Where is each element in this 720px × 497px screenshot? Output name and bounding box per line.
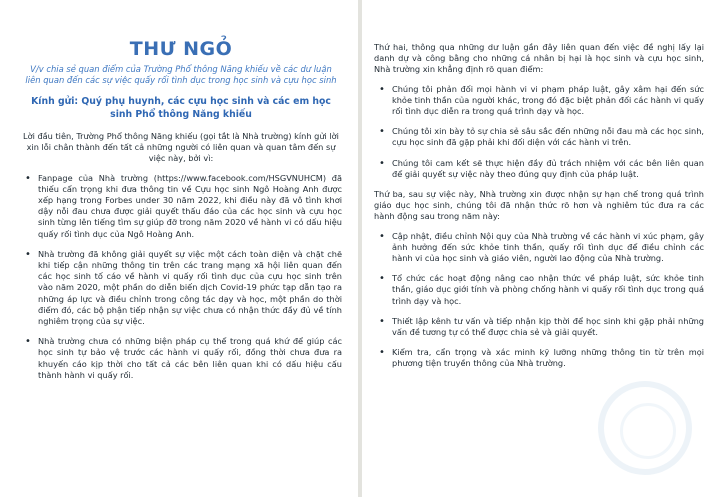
right-bullet-list-1 (374, 84, 704, 180)
list-item: • Chúng tôi cam kết sẽ thực hiện đầy đủ trách nhiệm với các bên liên quan để giải quyết sự việc này theo đúng quy định của pháp luật. (374, 158, 704, 180)
list-item: • Nhà trường chưa có những biện pháp cụ thể trong quá khứ để giúp các học sinh tự bảo vệ trước các hành vi quấy rối, đồng thời chưa đưa ra khuyến cáo kịp thời cho tất cả các bên liên quan khi có dấu hiệu cấu thành hành vi quấy rối. (20, 336, 342, 381)
list-item: • Kiểm tra, cẩn trọng và xác minh kỹ lưỡng những thông tin từ trên mọi phương tiện truyền thông của Nhà trường. (374, 347, 704, 369)
right-middle-paragraph: Thứ ba, sau sự việc này, Nhà trường xin được nhận sự hạn chế trong quá trình giáo dục học sinh, chúng tôi đã nhận thức rõ hơn và nghiêm túc đưa ra các hành động sau trong năm này: (374, 189, 704, 222)
intro-paragraph: Lời đầu tiên, Trường Phổ thông Năng khiếu (gọi tắt là Nhà trường) kính gửi lời xin lỗi chân thành đến tất cả những người có liên quan và quan tâm đến sự việc này, bởi vì: (23, 131, 339, 164)
list-item: • Chúng tôi phản đối mọi hành vi vi phạm pháp luật, gây xâm hại đến sức khỏe tinh thần của người khác, trong đó đặc biệt phản đối các hành vi quấy rối tình dục diễn ra trong quá trình dạy và học. (374, 84, 704, 118)
right-intro-paragraph: Thứ hai, thông qua những dư luận gần đây liên quan đến việc đề nghị lấy lại danh dự và công bằng cho những cá nhân bị hại là học sinh và cựu học sinh, Nhà trường xin khẳng định rõ quan điểm: (374, 42, 704, 75)
letter-title: THƯ NGỎ (129, 38, 233, 60)
list-item: • Tổ chức các hoạt động nâng cao nhận thức về pháp luật, sức khỏe tinh thần, giáo dục giới tính và phòng chống hành vi quấy rối tình dục trong quá trình dạy và học. (374, 273, 704, 307)
list-item: • Fanpage của Nhà trường (https://www.facebook.com/HSGVNUHCM) đã thiếu cẩn trọng khi đưa thông tin về Cựu học sinh Ngô Hoàng Anh được xếp hạng trong Forbes under 30 năm 2022, khi điều này đã vô tình khơi dậy nỗi đau chưa được giải quyết thấu đáo của các học sinh và cựu học sinh từng lên tiếng tìm sự giúp đỡ trong năm 2020 về hành vi có dấu hiệu quấy rối tình dục của Ngô Hoàng Anh. (20, 173, 342, 240)
right-bullet-list-2 (374, 231, 704, 370)
list-item: • Thiết lập kênh tư vấn và tiếp nhận kịp thời để học sinh khi gặp phải những vấn đề tương tự có thể được chia sẻ và giải quyết. (374, 316, 704, 338)
list-item: • Chúng tôi xin bày tỏ sự chia sẻ sâu sắc đến những nỗi đau mà các học sinh, cựu học sinh đã gặp phải khi đối diện với các hành vi trên. (374, 126, 704, 148)
school-seal-watermark-inner (620, 403, 676, 459)
salutation: Kính gửi: Quý phụ huynh, các cựu học sinh và các em học sinh Phổ thông Năng khiếu (31, 96, 331, 120)
left-column (0, 0, 358, 497)
right-column (362, 0, 720, 497)
left-bullet-list (20, 173, 342, 381)
letter-subtitle: V/v chia sẻ quan điểm của Trường Phổ thông Năng khiếu về các dư luận liên quan đến các sự việc quấy rối tình dục trong học sinh và cựu học sinh (25, 64, 337, 85)
list-item: • Nhà trường đã không giải quyết sự việc một cách toàn diện và chặt chẽ khi tiếp cận những thông tin trên các trang mạng xã hội liên quan đến các học sinh tố cáo về hành vi quấy rối tình dục của cựu học sinh trên vào năm 2020, một phần do diễn biến dịch Covid-19 phức tạp dẫn tạo ra những áp lực và điều chỉnh trong công tác dạy và học, một phần do thời điểm đó, các bộ phận tiếp nhận sự việc chưa có nhận thức đầy đủ về tính nghiêm trọng của sự việc. (20, 249, 342, 327)
list-item: • Cập nhật, điều chỉnh Nội quy của Nhà trường về các hành vi xúc phạm, gây ảnh hưởng đến sức khỏe tinh thần, quấy rối tình dục để điều chỉnh các hành vi của học sinh và giáo viên, người lao động của Nhà trường. (374, 231, 704, 265)
